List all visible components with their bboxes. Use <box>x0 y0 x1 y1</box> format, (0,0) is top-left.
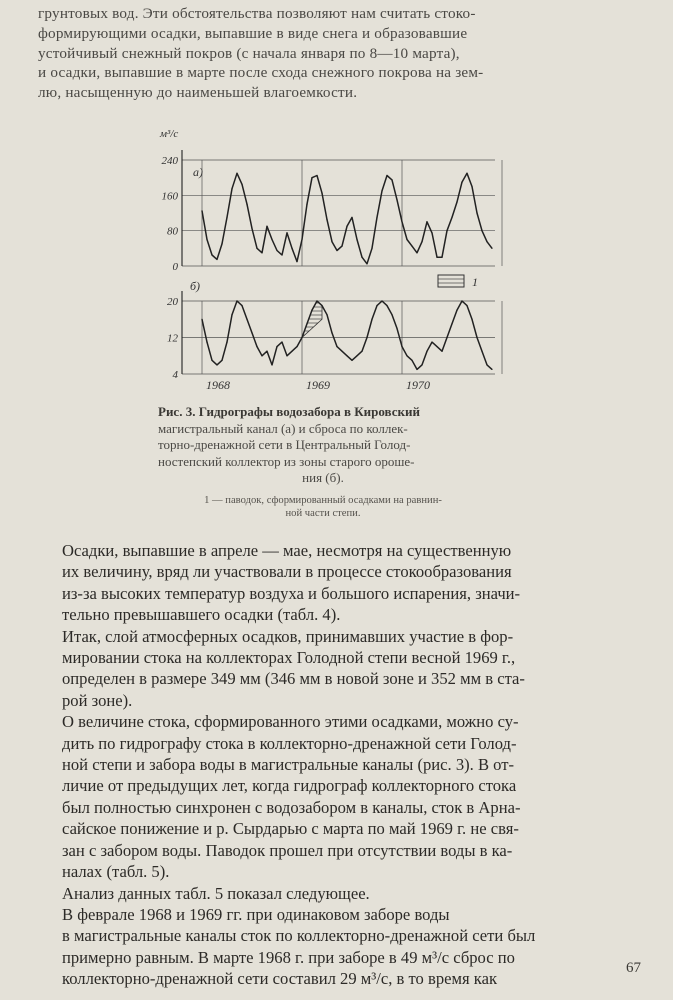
data-point <box>251 228 252 229</box>
data-point <box>451 323 452 324</box>
data-point <box>411 246 412 247</box>
text-line: зан с забором воды. Паводок прошел при отсутствии воды в ка- <box>62 840 513 860</box>
text-line: налах (табл. 5). <box>62 862 170 882</box>
data-point <box>481 230 482 231</box>
page-number: 67 <box>626 960 641 976</box>
data-point <box>276 250 277 251</box>
data-point <box>456 201 457 202</box>
data-point <box>396 328 397 329</box>
data-point <box>371 248 372 249</box>
y-tick-label: 160 <box>161 190 178 203</box>
text-line: примерно равным. В марте 1968 г. при заборе в 49 м³/с сброс по <box>62 947 515 967</box>
top-paragraph <box>38 4 623 103</box>
caption-legend-note <box>158 494 488 520</box>
data-point <box>446 230 447 231</box>
text-line: Итак, слой атмосферных осадков, принимавших участие в фор- <box>62 626 514 646</box>
caption-title: Рис. 3. Гидрографы водозабора в Кировский <box>158 404 420 419</box>
x-tick-label: 1970 <box>406 378 430 392</box>
data-point <box>386 305 387 306</box>
panel-b-group <box>167 291 502 392</box>
paragraph <box>62 904 640 990</box>
data-point <box>211 254 212 255</box>
data-point <box>206 239 207 240</box>
data-point <box>436 257 437 258</box>
data-point <box>351 360 352 361</box>
paragraph <box>62 883 640 904</box>
data-point <box>211 360 212 361</box>
text-line: В феврале 1968 и 1969 гг. при одинаковом заборе воды <box>62 904 450 924</box>
data-point <box>401 346 402 347</box>
data-point <box>261 355 262 356</box>
text-line: мировании стока на коллекторах Голодной степи весной 1969 г., <box>62 648 516 668</box>
text-line: тельно превышавшего осадки (табл. 4). <box>62 605 341 625</box>
data-point <box>456 310 457 311</box>
panel-a-group <box>162 150 503 273</box>
data-point <box>326 219 327 220</box>
body-text <box>62 540 640 990</box>
y-tick-label: 12 <box>167 332 178 345</box>
data-point <box>256 346 257 347</box>
data-point <box>421 364 422 365</box>
data-point <box>351 217 352 218</box>
data-point <box>206 341 207 342</box>
text-line: Осадки, выпавшие в апреле — мае, несмотря на существенную <box>62 541 512 560</box>
data-point <box>331 332 332 333</box>
data-point <box>451 217 452 218</box>
data-point <box>306 323 307 324</box>
data-point <box>411 360 412 361</box>
data-point <box>341 246 342 247</box>
text-line: грунтовых вод. Эти обстоятельства позволяют нам считать стоко- <box>38 5 476 22</box>
legend-swatch <box>438 275 464 287</box>
data-point <box>486 364 487 365</box>
data-point <box>426 351 427 352</box>
data-point <box>361 257 362 258</box>
caption-legend-line: 1 — паводок, сформированный осадками на равнин- <box>204 495 442 506</box>
data-point <box>471 319 472 320</box>
text-line: в магистральные каналы сток по коллекторно-дренажной сети был <box>62 926 536 946</box>
data-point <box>336 346 337 347</box>
text-line: из-за высоких температур воздуха и большого испарения, значи- <box>62 583 521 603</box>
panel-b-label: б) <box>190 279 201 293</box>
data-point <box>431 341 432 342</box>
data-point <box>426 221 427 222</box>
data-point <box>476 337 477 338</box>
data-point <box>336 250 337 251</box>
data-point <box>381 190 382 191</box>
data-point <box>261 252 262 253</box>
y-tick-label: 80 <box>167 225 178 238</box>
data-point <box>286 355 287 356</box>
data-point <box>431 232 432 233</box>
hydrograph-figure <box>150 125 500 400</box>
data-point <box>366 337 367 338</box>
caption-line: магистральный канал (а) и сброса по коллек- <box>158 420 408 436</box>
data-point <box>256 248 257 249</box>
series-line <box>202 173 492 263</box>
data-point <box>461 181 462 182</box>
data-point <box>476 212 477 213</box>
data-point <box>251 332 252 333</box>
series-line <box>202 301 492 369</box>
data-point <box>391 314 392 315</box>
text-line: коллекторно-дренажной сети составил 29 м³/с, в то время как <box>62 969 498 989</box>
data-point <box>226 217 227 218</box>
data-point <box>471 186 472 187</box>
data-point <box>366 263 367 264</box>
data-point <box>231 314 232 315</box>
caption-line: ностепский коллектор из зоны старого ороше- <box>158 453 415 469</box>
data-point <box>301 239 302 240</box>
x-tick-label: 1968 <box>206 378 230 392</box>
paragraph <box>62 626 640 712</box>
data-point <box>381 300 382 301</box>
text-line: определен в размере 349 мм (346 мм в новой зоне и 352 мм в ста- <box>62 669 525 689</box>
caption-legend-line: ной части степи. <box>285 508 361 519</box>
data-point <box>341 351 342 352</box>
data-point <box>281 254 282 255</box>
legend-label: 1 <box>472 275 478 289</box>
text-line: ной степи и забора воды в магистральные каналы (рис. 3). В от- <box>62 755 515 775</box>
data-point <box>266 226 267 227</box>
data-point <box>406 239 407 240</box>
data-point <box>376 305 377 306</box>
text-line: формирующими осадки, выпавшие в виде снега и образовавшие <box>38 24 468 42</box>
data-point <box>291 248 292 249</box>
caption-line: ния (б). <box>302 470 344 486</box>
data-point <box>396 199 397 200</box>
data-point <box>326 314 327 315</box>
data-point <box>201 319 202 320</box>
data-point <box>216 364 217 365</box>
data-point <box>306 204 307 205</box>
text-line: личие от предыдущих лет, когда гидрограф коллекторного стока <box>62 776 517 796</box>
text-line: лю, насыщенную до наименьшей влагоемкости. <box>38 84 358 102</box>
data-point <box>311 177 312 178</box>
unit-label: м³/с <box>160 128 179 140</box>
data-point <box>406 355 407 356</box>
data-point <box>331 241 332 242</box>
data-point <box>221 360 222 361</box>
data-point <box>441 257 442 258</box>
data-point <box>486 241 487 242</box>
data-point <box>236 173 237 174</box>
data-point <box>361 351 362 352</box>
data-point <box>286 232 287 233</box>
data-point <box>356 239 357 240</box>
data-point <box>371 319 372 320</box>
y-tick-label: 4 <box>172 369 178 381</box>
data-point <box>316 300 317 301</box>
data-point <box>356 355 357 356</box>
text-line: устойчивый снежный покров (с начала января по 8—10 марта), <box>38 44 460 62</box>
data-point <box>416 369 417 370</box>
text-line: О величине стока, сформированного этими осадками, можно су- <box>62 712 519 732</box>
paragraph <box>62 711 640 882</box>
data-point <box>376 217 377 218</box>
x-tick-label: 1969 <box>306 378 330 392</box>
data-point <box>266 351 267 352</box>
data-point <box>391 179 392 180</box>
data-point <box>246 204 247 205</box>
data-point <box>226 341 227 342</box>
data-point <box>236 300 237 301</box>
data-point <box>466 173 467 174</box>
data-point <box>276 346 277 347</box>
data-point <box>436 346 437 347</box>
data-point <box>466 305 467 306</box>
data-point <box>241 305 242 306</box>
data-point <box>281 341 282 342</box>
data-point <box>271 239 272 240</box>
data-point <box>441 351 442 352</box>
text-line: их величину, вряд ли участвовали в процессе стокообразования <box>62 562 512 582</box>
data-point <box>461 300 462 301</box>
data-point <box>271 364 272 365</box>
paragraph <box>62 540 640 626</box>
data-point <box>301 337 302 338</box>
data-point <box>321 193 322 194</box>
data-point <box>481 351 482 352</box>
text-line: Анализ данных табл. 5 показал следующее. <box>62 883 370 903</box>
y-tick-label: 0 <box>172 261 178 273</box>
text-line: дить по гидрографу стока в коллекторно-дренажной сети Голод- <box>62 733 517 753</box>
data-point <box>321 305 322 306</box>
text-line: сайское понижение и р. Сырдарью с марта по май 1969 г. не свя- <box>62 819 519 839</box>
data-point <box>416 252 417 253</box>
data-point <box>421 241 422 242</box>
figure-caption <box>158 404 488 487</box>
data-point <box>386 175 387 176</box>
data-point <box>346 226 347 227</box>
data-point <box>316 175 317 176</box>
data-point <box>291 351 292 352</box>
data-point <box>201 210 202 211</box>
text-line: рой зоне). <box>62 690 133 710</box>
data-point <box>491 248 492 249</box>
panel-a-label: а) <box>193 165 203 179</box>
data-point <box>346 355 347 356</box>
text-line: был полностью синхронен с водозабором в каналы, сток в Арна- <box>62 797 521 817</box>
data-point <box>296 261 297 262</box>
data-point <box>221 243 222 244</box>
data-point <box>296 346 297 347</box>
caption-line: торно-дренажной сети в Центральный Голод- <box>158 437 411 453</box>
flood-hatched-area <box>302 301 322 338</box>
y-tick-label: 20 <box>167 296 178 308</box>
data-point <box>491 369 492 370</box>
data-point <box>241 184 242 185</box>
data-point <box>216 259 217 260</box>
hydrograph-chart <box>150 125 500 400</box>
data-point <box>231 188 232 189</box>
data-point <box>401 221 402 222</box>
data-point <box>246 319 247 320</box>
y-tick-label: 240 <box>161 155 178 167</box>
text-line: и осадки, выпавшие в марте после схода снежного покрова на зем- <box>38 64 484 82</box>
data-point <box>311 310 312 311</box>
data-point <box>446 337 447 338</box>
